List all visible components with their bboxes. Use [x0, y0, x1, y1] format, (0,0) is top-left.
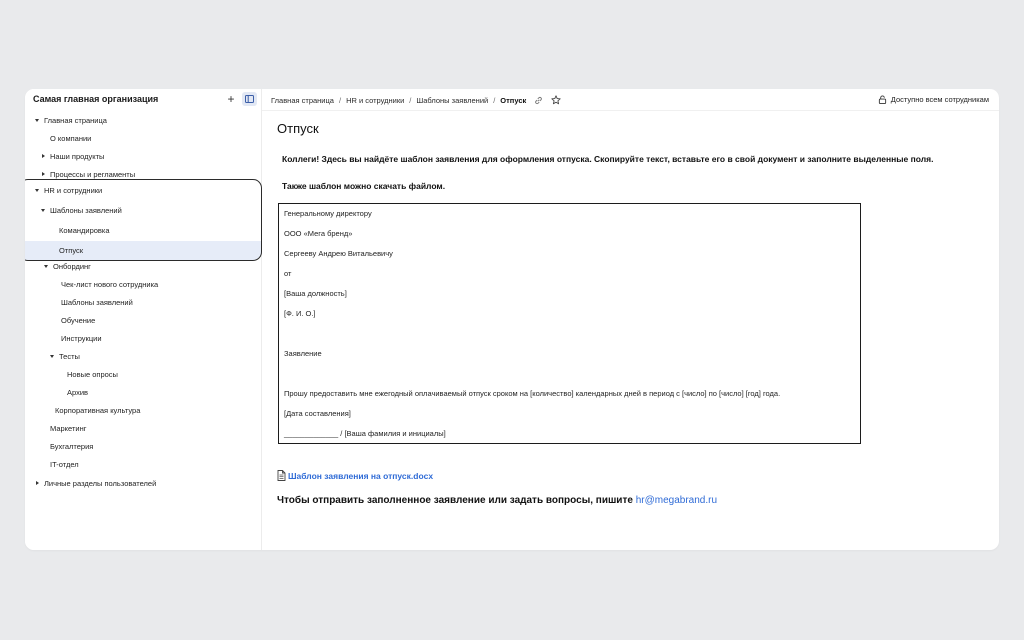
- tree-item-label: О компании: [50, 133, 92, 143]
- lock-open-icon: [878, 95, 887, 104]
- tree-item-label: Шаблоны заявлений: [61, 297, 133, 307]
- template-line: Прошу предоставить мне ежегодный оплачиваемый отпуск сроком на [количество] календарных дней в период с [число] по [число] [год] года.: [284, 389, 781, 398]
- file-link-label: Шаблон заявления на отпуск.docx: [288, 470, 434, 481]
- tree-item-label: Маркетинг: [50, 423, 87, 433]
- tree-item-processes[interactable]: [39, 166, 135, 182]
- chevron-down-icon[interactable]: [48, 355, 56, 358]
- breadcrumb-templates[interactable]: Шаблоны заявлений: [416, 95, 489, 105]
- chevron-down-icon[interactable]: [42, 265, 50, 268]
- tree-item-home[interactable]: [33, 112, 107, 128]
- tree-item-onboarding[interactable]: [42, 258, 91, 274]
- page-title: Отпуск: [277, 121, 319, 136]
- tree-item-label: IT-отдел: [50, 459, 79, 469]
- tree-item-label: Корпоративная культура: [55, 405, 141, 415]
- download-note: Также шаблон можно скачать файлом.: [282, 181, 446, 191]
- breadcrumb-separator: /: [493, 95, 496, 105]
- tree-item-label: Командировка: [59, 225, 110, 235]
- breadcrumb-current: Отпуск: [500, 95, 527, 105]
- add-page-button[interactable]: +: [227, 92, 235, 106]
- template-line: Заявление: [284, 349, 322, 358]
- template-line: от: [284, 269, 292, 278]
- tree-item-label: Процессы и регламенты: [50, 169, 136, 179]
- sidebar: [25, 89, 262, 550]
- tree-item-label: Личные разделы пользователей: [44, 478, 157, 488]
- tree-item-it[interactable]: [50, 456, 79, 472]
- document-icon: [277, 470, 286, 481]
- tree-item-hr[interactable]: [33, 182, 102, 198]
- breadcrumb-hr[interactable]: HR и сотрудники: [346, 95, 405, 105]
- access-indicator[interactable]: [878, 95, 989, 104]
- star-icon[interactable]: [551, 95, 561, 105]
- tree-item-label: Шаблоны заявлений: [50, 205, 122, 215]
- chevron-right-icon[interactable]: [33, 481, 41, 485]
- application-template[interactable]: [278, 203, 861, 444]
- template-line: ООО «Мега бренд»: [284, 229, 353, 238]
- tree-item-personal[interactable]: [33, 475, 156, 491]
- template-line: [Дата составления]: [284, 409, 351, 418]
- tree-item-vacation[interactable]: [59, 242, 83, 258]
- tree-item-tests[interactable]: [48, 348, 80, 364]
- tree-item-label: HR и сотрудники: [44, 185, 103, 195]
- contact-text: [277, 495, 717, 506]
- wiki-window: [25, 89, 999, 550]
- chevron-down-icon[interactable]: [39, 209, 47, 212]
- tree-item-business-trip[interactable]: [59, 222, 110, 238]
- chevron-down-icon[interactable]: [33, 189, 41, 192]
- template-line: [Ф. И. О.]: [284, 309, 316, 318]
- breadcrumb-separator: /: [338, 95, 342, 105]
- tree-item-marketing[interactable]: [50, 420, 86, 436]
- tree-item-new-surveys[interactable]: [67, 366, 118, 382]
- tree-item-label: Новые опросы: [67, 369, 118, 379]
- template-line: Сергееву Андрею Витальевичу: [284, 249, 393, 258]
- chevron-right-icon[interactable]: [39, 154, 47, 158]
- tree-item-label: Архив: [67, 387, 89, 397]
- access-label: Доступно всем сотрудникам: [890, 95, 989, 104]
- breadcrumb: [271, 95, 561, 105]
- sidebar-toggle-button[interactable]: [242, 92, 257, 106]
- tree-item-accounting[interactable]: [50, 438, 93, 454]
- chevron-down-icon[interactable]: [33, 119, 41, 122]
- breadcrumb-separator: /: [409, 95, 412, 105]
- contact-label: Чтобы отправить заполненное заявление или задать вопросы, пишите: [277, 495, 636, 506]
- breadcrumb-home[interactable]: Главная страница: [271, 95, 334, 105]
- tree-item-label: Отпуск: [59, 245, 84, 255]
- tree-item-about[interactable]: [50, 130, 91, 146]
- tree-item-products[interactable]: [39, 148, 104, 164]
- tree-item-label: Тесты: [59, 351, 80, 361]
- tree-item-templates-2[interactable]: [61, 294, 133, 310]
- tree-item-templates[interactable]: [39, 202, 122, 218]
- top-bar: [262, 89, 999, 111]
- tree-item-label: Инструкции: [61, 333, 102, 343]
- tree-item-label: Онбординг: [53, 261, 91, 271]
- tree-item-label: Наши продукты: [50, 151, 105, 161]
- intro-text: Коллеги! Здесь вы найдёте шаблон заявления для оформления отпуска. Скопируйте текст, вставьте его в свой документ и заполните выделенные поля.: [282, 154, 934, 164]
- download-file-link[interactable]: [277, 470, 433, 481]
- copy-link-icon[interactable]: [534, 96, 543, 105]
- tree-item-instructions[interactable]: [61, 330, 102, 346]
- sidebar-panel-icon: [245, 95, 254, 103]
- organization-title: Самая главная организация: [33, 94, 159, 104]
- tree-item-training[interactable]: [61, 312, 95, 328]
- template-line: _____________ / [Ваша фамилия и инициалы]: [284, 429, 446, 438]
- tree-item-label: Чек-лист нового сотрудника: [61, 279, 159, 289]
- tree-item-label: Обучение: [61, 315, 96, 325]
- email-link[interactable]: hr@megabrand.ru: [635, 495, 718, 506]
- template-line: [Ваша должность]: [284, 289, 347, 298]
- tree-item-culture[interactable]: [55, 402, 140, 418]
- tree-item-label: Бухгалтерия: [50, 441, 94, 451]
- tree-item-archive[interactable]: [67, 384, 88, 400]
- tree-item-label: Главная страница: [44, 115, 107, 125]
- chevron-right-icon[interactable]: [39, 172, 47, 176]
- sidebar-header: [25, 89, 262, 111]
- template-line: Генеральному директору: [284, 209, 372, 218]
- tree-item-checklist[interactable]: [61, 276, 158, 292]
